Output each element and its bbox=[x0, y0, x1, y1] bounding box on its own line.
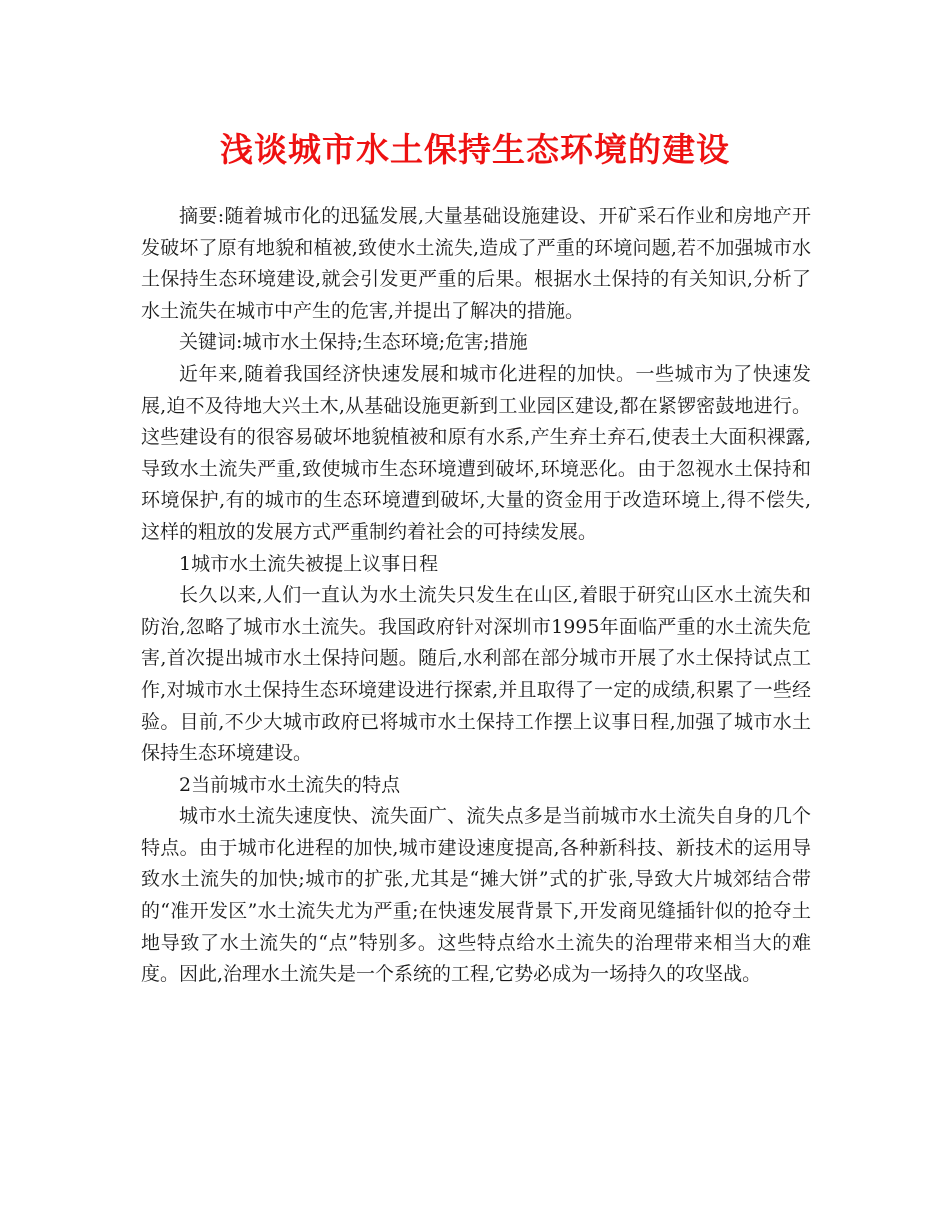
section-heading-2: 2当前城市水土流失的特点 bbox=[179, 773, 401, 796]
document-body bbox=[141, 201, 811, 991]
section-2-paragraph: 城市水土流失速度快、流失面广、流失点多是当前城市水土流失自身的几个特点。由于城市化进程的加快,城市建设速度提高,各种新科技、新技术的运用导致水土流失的加快;城市的扩张,尤其是“摊大饼”式的扩张,导致大片城郊结合带的“准开发区”水土流失尤为严重;在快速发展背景下,开发商见缝插针似的抢夺土地导致了水土流失的“点”特别多。这些特点给水土流失的治理带来相当大的难度。因此,治理水土流失是一个系统的工程,它势必成为一场持久的攻坚战。 bbox=[141, 805, 811, 986]
section-heading-1: 1城市水土流失被提上议事日程 bbox=[179, 552, 439, 575]
document-title: 浅谈城市水土保持生态环境的建设 bbox=[220, 130, 730, 169]
intro-paragraph: 近年来,随着我国经济快速发展和城市化进程的加快。一些城市为了快速发展,迫不及待地大兴土木,从基础设施更新到工业园区建设,都在紧锣密鼓地进行。这些建设有的很容易破坏地貌植被和原有水系,产生弃土弃石,使表土大面积裸露,导致水土流失严重,致使城市生态环境遭到破坏,环境恶化。由于忽视水土保持和环境保护,有的城市的生态环境遭到破坏,大量的资金用于改造环境上,得不偿失,这样的粗放的发展方式严重制约着社会的可持续发展。 bbox=[141, 362, 811, 543]
keywords-paragraph: 关键词:城市水土保持;生态环境;危害;措施 bbox=[179, 331, 528, 354]
section-1-paragraph: 长久以来,人们一直认为水土流失只发生在山区,着眼于研究山区水土流失和防治,忽略了城市水土流失。我国政府针对深圳市1995年面临严重的水土流失危害,首次提出城市水土保持问题。随后,水利部在部分城市开展了水土保持试点工作,对城市水土保持生态环境建设进行探索,并且取得了一定的成绩,积累了一些经验。目前,不少大城市政府已将城市水土保持工作摆上议事日程,加强了城市水土保持生态环境建设。 bbox=[141, 584, 811, 765]
abstract-paragraph: 摘要:随着城市化的迅猛发展,大量基础设施建设、开矿采石作业和房地产开发破坏了原有地貌和植被,致使水土流失,造成了严重的环境问题,若不加强城市水土保持生态环境建设,就会引发更严重的后果。根据水土保持的有关知识,分析了水土流失在城市中产生的危害,并提出了解决的措施。 bbox=[141, 205, 811, 322]
